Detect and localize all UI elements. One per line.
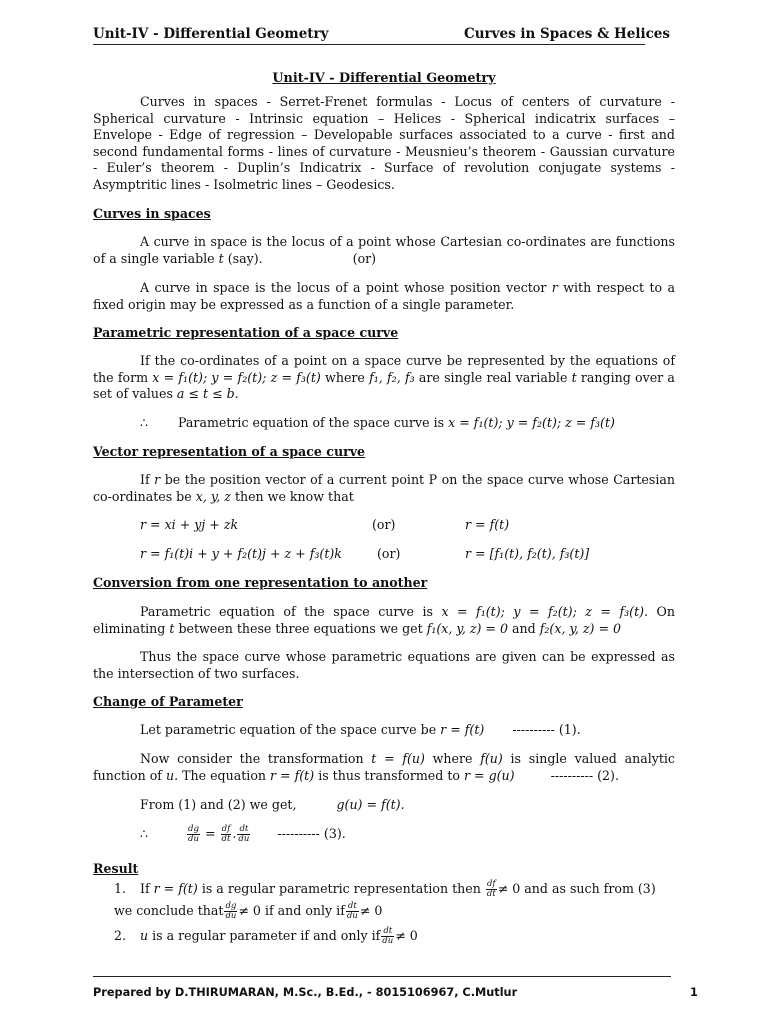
section-heading-vector: Vector representation of a space curve — [93, 444, 366, 459]
vector-eq1-right: r = f(t) — [465, 517, 510, 532]
vector-eq1-left: r = xi + yj + zk — [140, 517, 239, 532]
section-heading-result: Result — [93, 861, 139, 876]
or-label: (or) — [352, 250, 377, 266]
parametric-result: ∴ Parametric equation of the space curve is x = f₁(t); y = f₂(t); z = f₃(t) — [140, 415, 615, 430]
page-title: Unit-IV - Differential Geometry — [272, 71, 496, 86]
conversion-paragraph-1: Parametric equation of the space curve is x = f₁(t); y = f₂(t); z = f₃(t). On eliminating t between these three equations we get f₁(x, y, z) = 0 and f₂(x, y, z) = 0 — [93, 604, 675, 636]
therefore-symbol: ∴ — [140, 415, 149, 430]
fraction-dg-du: $\frac{dg}{du}$ — [188, 824, 199, 844]
change-paragraph-3: From (1) and (2) we get, g(u) = f(t). — [140, 797, 405, 812]
vector-eq2-or: (or) — [377, 546, 401, 561]
section-heading-curves: Curves in spaces — [93, 206, 211, 221]
footer-credit: Prepared by D.THIRUMARAN, M.Sc., B.Ed., - 8015106967, C.Mutlur — [93, 986, 518, 999]
parametric-paragraph: If the co-ordinates of a point on a space curve be represented by the equations of the form x = f₁(t); y = f₂(t); z = f₃(t) where f₁, f₂, f₃ are single real variable t ranging over a set of values a ≤ t ≤ b. — [93, 353, 675, 402]
vector-paragraph: If r be the position vector of a current point P on the space curve whose Cartesian co-ordinates be x, y, z then we know that — [93, 472, 675, 504]
fraction-dt-du: $\frac{dt}{du}$ — [238, 824, 250, 844]
vector-eq2-right: r = [f₁(t), f₂(t), f₃(t)] — [465, 546, 590, 561]
header-right: Curves in Spaces & Helices — [464, 26, 670, 42]
result-item-1: 1. If r = f(t) is a regular parametric representation then $\frac{df}{dt}$ ≠ 0 and as such from (3) we conclude that $\frac{dg}{du}$ ≠ 0 if and only if $\frac{dt}{du}$ ≠ 0 — [114, 879, 656, 921]
syllabus-paragraph: Curves in spaces - Serret-Frenet formulas - Locus of centers of curvature - Spherical curvature - Intrinsic equation – Helices - Spherical indicatrix surfaces – Envelope - Edge of regression – Developable surfaces associated to a curve - first and second fundamental forms - lines of curvature - Meusnieu’s theorem - Gaussian curvature - Euler’s theorem - Duplin’s Indicatrix - Surface of revolution conjugate systems - Asymptritic lines - Isolmetric lines – Geodesics. — [93, 94, 675, 192]
vector-eq1-or: (or) — [372, 517, 396, 532]
section-heading-conversion: Conversion from one representation to another — [93, 575, 428, 590]
page-number: 1 — [690, 986, 698, 999]
fraction-df-dt: $\frac{df}{dt}$ — [221, 824, 231, 844]
page-title-wrap — [93, 70, 675, 88]
result-item-2: 2. u is a regular parameter if and only if $\frac{dt}{du}$ ≠ 0 — [114, 926, 418, 946]
header-left: Unit-IV - Differential Geometry — [93, 26, 329, 42]
footer-rule — [93, 976, 671, 977]
change-paragraph-2: Now consider the transformation t = f(u) where f(u) is single valued analytic function of u. The equation r = f(t) is thus transformed to r = g(u) ---------- (2). — [93, 751, 675, 783]
vector-eq2-left: r = f₁(t)i + y + f₂(t)j + z + f₃(t)k — [140, 546, 342, 561]
change-paragraph-4: ∴ $\frac{dg}{du}$ = $\frac{df}{dt}$ . $\frac{dt}{du}$ ---------- (3). — [140, 824, 346, 844]
header-rule — [93, 44, 645, 45]
curves-paragraph-2: A curve in space is the locus of a point whose position vector r with respect to a fixed origin may be expressed as a function of a single parameter. — [93, 280, 675, 312]
section-heading-change: Change of Parameter — [93, 694, 243, 709]
conversion-paragraph-2: Thus the space curve whose parametric equations are given can be expressed as the intersection of two surfaces. — [93, 649, 675, 681]
change-paragraph-1: Let parametric equation of the space curve be r = f(t) ---------- (1). — [140, 722, 581, 737]
section-heading-parametric: Parametric representation of a space curve — [93, 325, 399, 340]
curves-paragraph-1: A curve in space is the locus of a point whose Cartesian co-ordinates are functions of a single variable t (say). (or) — [93, 234, 675, 266]
